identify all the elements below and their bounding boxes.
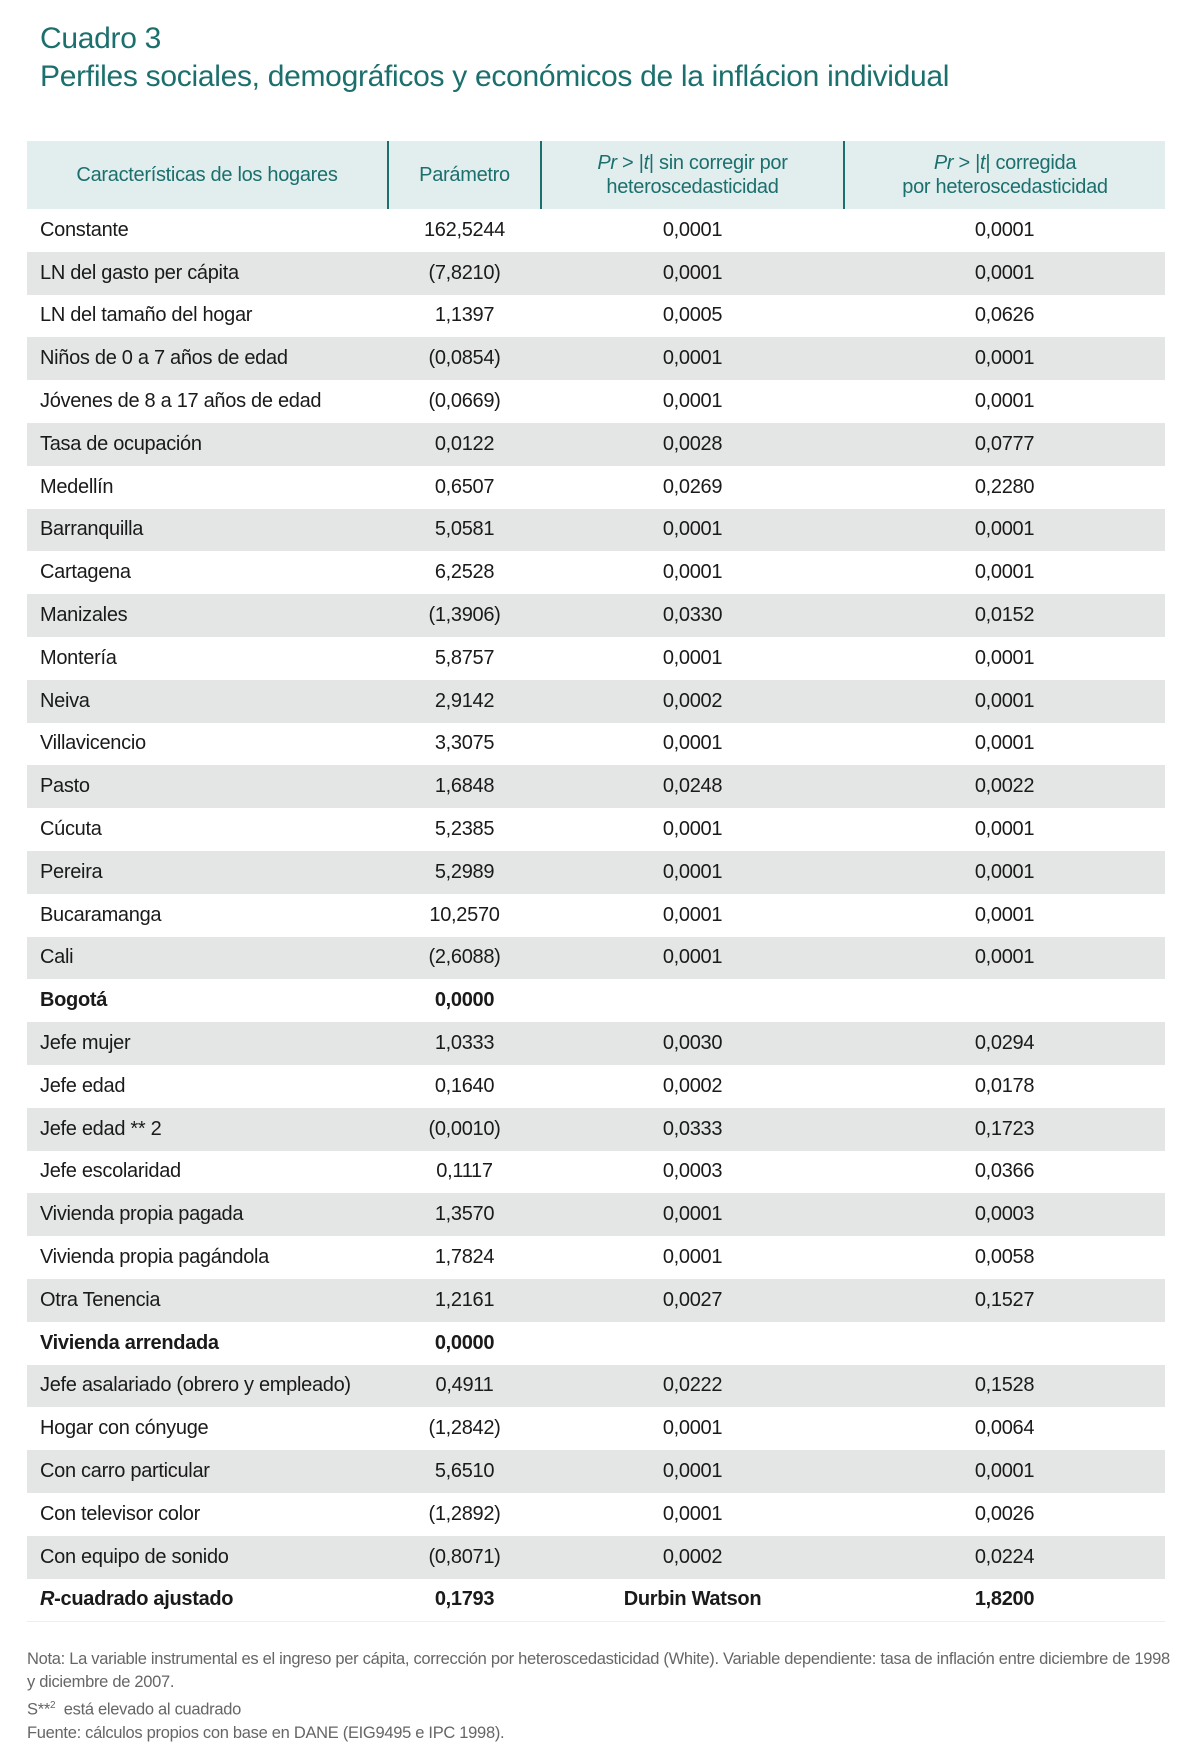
header-pr: Pr — [933, 152, 954, 174]
row-parameter: 1,6848 — [388, 765, 541, 808]
row-label: Jefe asalariado (obrero y empleado) — [27, 1365, 388, 1408]
row-label: Barranquilla — [27, 509, 388, 552]
row-label: Cali — [27, 937, 388, 980]
row-parameter: 5,2385 — [434, 818, 495, 841]
row-pr-uncorrected: 0,0001 — [662, 390, 723, 413]
header-parameter: Parámetro — [388, 141, 541, 209]
note-squared — [27, 1694, 1177, 1722]
row-label: Niños de 0 a 7 años de edad — [27, 337, 388, 380]
row-parameter: 0,1640 — [434, 1074, 495, 1097]
row-label: Neiva — [27, 680, 388, 723]
row-pr-uncorrected: 0,0030 — [541, 1022, 844, 1065]
row-label: LN del gasto per cápita — [27, 252, 388, 295]
row-label: Con televisor color — [40, 1502, 200, 1525]
row-pr-corrected: 0,0001 — [844, 252, 1165, 295]
row-parameter: (0,8071) — [388, 1536, 541, 1579]
row-parameter: 0,6507 — [434, 475, 495, 498]
table-row — [27, 551, 1165, 594]
table-row — [27, 1407, 1165, 1450]
row-pr-uncorrected: 0,0001 — [541, 509, 844, 552]
row-parameter: 5,2989 — [388, 851, 541, 894]
row-label: Vivienda propia pagada — [27, 1193, 388, 1236]
table-row — [27, 979, 1165, 1022]
row-parameter: 0,1117 — [436, 1160, 493, 1183]
row-pr-uncorrected: 0,0002 — [541, 1536, 844, 1579]
row-parameter: 1,7824 — [434, 1246, 495, 1269]
table-row — [27, 380, 1165, 423]
table-row — [27, 1365, 1165, 1408]
row-pr-uncorrected: 0,0001 — [662, 818, 723, 841]
row-pr-corrected: 0,0001 — [844, 1450, 1165, 1493]
table-row — [27, 1493, 1165, 1536]
row-parameter: 3,3075 — [434, 732, 495, 755]
row-label: Vivienda arrendada — [40, 1331, 219, 1354]
row-label: Jefe edad ** 2 — [27, 1108, 388, 1151]
row-pr-uncorrected: 0,0330 — [541, 594, 844, 637]
table-row — [27, 1193, 1165, 1236]
row-pr-uncorrected — [541, 979, 844, 1022]
r-squared-label — [27, 1579, 388, 1622]
row-pr-uncorrected: 0,0005 — [662, 304, 723, 327]
row-label: Pereira — [27, 851, 388, 894]
row-parameter: (2,6088) — [388, 937, 541, 980]
durbin-watson-value: 1,8200 — [844, 1579, 1165, 1622]
row-pr-uncorrected: 0,0001 — [662, 218, 723, 241]
row-pr-corrected: 0,0001 — [844, 509, 1165, 552]
row-pr-corrected: 0,0064 — [974, 1417, 1035, 1440]
row-pr-corrected: 0,0001 — [844, 937, 1165, 980]
row-label: Con carro particular — [27, 1450, 388, 1493]
row-pr-uncorrected: 0,0001 — [541, 337, 844, 380]
table-row — [27, 808, 1165, 851]
table-row — [27, 1450, 1165, 1493]
row-label: Pasto — [27, 765, 388, 808]
row-pr-uncorrected: 0,0001 — [541, 937, 844, 980]
table-header-row — [27, 141, 1165, 209]
table-row — [27, 637, 1165, 680]
row-pr-corrected: 0,0152 — [844, 594, 1165, 637]
header-text: > | — [953, 152, 981, 174]
row-pr-corrected: 0,0001 — [974, 218, 1035, 241]
header-pr-uncorrected — [541, 141, 844, 209]
row-label: Jóvenes de 8 a 17 años de edad — [40, 390, 322, 413]
row-pr-corrected: 0,0001 — [974, 732, 1035, 755]
row-pr-uncorrected — [541, 1322, 844, 1365]
header-text: por heteroscedasticidad — [902, 176, 1108, 198]
row-parameter: 0,4911 — [388, 1365, 541, 1408]
row-pr-corrected: 0,0001 — [844, 337, 1165, 380]
row-pr-corrected: 0,1527 — [844, 1279, 1165, 1322]
table-row — [27, 337, 1165, 380]
row-pr-corrected: 0,0058 — [974, 1246, 1035, 1269]
table-row — [27, 1151, 1165, 1194]
table-row — [27, 765, 1165, 808]
row-parameter: 1,1397 — [434, 304, 495, 327]
row-pr-corrected: 0,0001 — [844, 680, 1165, 723]
row-pr-corrected: 0,0178 — [974, 1074, 1035, 1097]
row-label: Medellín — [40, 475, 114, 498]
table-row — [27, 295, 1165, 338]
row-pr-corrected: 0,0001 — [974, 818, 1035, 841]
row-pr-uncorrected: 0,0001 — [541, 1450, 844, 1493]
row-parameter: (0,0669) — [428, 390, 501, 413]
table-row — [27, 466, 1165, 509]
row-parameter: 5,8757 — [434, 646, 495, 669]
note-text: Nota: La variable instrumental es el ingreso per cápita, corrección por heteroscedasticidad (White). Variable dependiente: tasa de inflación entre diciembre de 1998 y diciembre de 2007. — [27, 1650, 1170, 1691]
row-label: Jefe escolaridad — [40, 1160, 181, 1183]
table-row — [27, 851, 1165, 894]
header-pr-corrected — [844, 141, 1165, 209]
row-parameter: 1,3570 — [388, 1193, 541, 1236]
row-pr-corrected: 0,0626 — [974, 304, 1035, 327]
row-pr-corrected: 0,0294 — [844, 1022, 1165, 1065]
row-pr-corrected — [844, 1322, 1165, 1365]
row-parameter: 1,0333 — [388, 1022, 541, 1065]
header-text: > | — [616, 152, 644, 174]
row-pr-uncorrected: 0,0001 — [541, 851, 844, 894]
row-pr-uncorrected: 0,0028 — [541, 423, 844, 466]
table-row — [27, 209, 1165, 252]
table-row — [27, 1236, 1165, 1279]
row-label: Cúcuta — [40, 818, 102, 841]
row-pr-corrected: 0,0366 — [974, 1160, 1035, 1183]
row-label: Bogotá — [40, 989, 108, 1012]
row-pr-uncorrected: 0,0001 — [662, 732, 723, 755]
row-parameter: 5,6510 — [388, 1450, 541, 1493]
row-pr-corrected: 0,2280 — [974, 475, 1035, 498]
row-parameter: (1,2842) — [428, 1417, 501, 1440]
table-row — [27, 1536, 1165, 1579]
note-s-text: está elevado al cuadrado — [55, 1700, 241, 1719]
row-pr-corrected: 0,0001 — [974, 390, 1035, 413]
table-title: Perfiles sociales, demográficos y económicos de la inflácion individual — [40, 60, 950, 93]
table-row — [27, 594, 1165, 637]
row-pr-corrected: 0,0022 — [844, 765, 1165, 808]
row-parameter: (1,2892) — [428, 1502, 501, 1525]
row-label: Manizales — [27, 594, 388, 637]
row-label: Jefe mujer — [27, 1022, 388, 1065]
row-label: Cartagena — [40, 561, 131, 584]
table-row — [27, 723, 1165, 766]
row-pr-corrected: 0,0224 — [844, 1536, 1165, 1579]
regression-table — [27, 141, 1165, 1622]
row-parameter: (0,0010) — [388, 1108, 541, 1151]
table-row — [27, 1279, 1165, 1322]
row-pr-corrected: 0,0001 — [974, 903, 1035, 926]
row-pr-uncorrected: 0,0001 — [662, 646, 723, 669]
row-pr-uncorrected: 0,0001 — [541, 252, 844, 295]
source-text: Fuente: cálculos propios con base en DANE (EIG9495 e IPC 1998). — [27, 1723, 505, 1742]
header-text: | sin corregir por — [648, 152, 788, 174]
row-pr-uncorrected: 0,0027 — [541, 1279, 844, 1322]
row-label: Otra Tenencia — [27, 1279, 388, 1322]
row-label: Tasa de ocupación — [27, 423, 388, 466]
header-pr: Pr — [597, 152, 617, 174]
row-label: Bucaramanga — [40, 903, 162, 926]
row-pr-uncorrected: 0,0001 — [662, 903, 723, 926]
table-row — [27, 1022, 1165, 1065]
row-pr-uncorrected: 0,0001 — [541, 1193, 844, 1236]
row-pr-corrected: 0,1528 — [844, 1365, 1165, 1408]
row-parameter: (1,3906) — [388, 594, 541, 637]
row-parameter: 162,5244 — [423, 218, 506, 241]
header-characteristics: Características de los hogares — [27, 141, 388, 209]
row-parameter: 2,9142 — [388, 680, 541, 723]
row-parameter: 5,0581 — [388, 509, 541, 552]
row-parameter: 1,2161 — [388, 1279, 541, 1322]
row-parameter: 0,0122 — [388, 423, 541, 466]
r-squared-value: 0,1793 — [388, 1579, 541, 1622]
row-pr-corrected — [844, 979, 1165, 1022]
row-pr-uncorrected: 0,0001 — [662, 1246, 723, 1269]
row-label: Jefe edad — [40, 1074, 126, 1097]
row-parameter: 0,0000 — [434, 1331, 495, 1354]
durbin-watson-label: Durbin Watson — [541, 1579, 844, 1622]
table-row — [27, 1065, 1165, 1108]
table-row — [27, 937, 1165, 980]
r-italic: R — [40, 1588, 55, 1611]
row-pr-uncorrected: 0,0269 — [662, 475, 723, 498]
row-label: Con equipo de sonido — [27, 1536, 388, 1579]
note-s: S** — [27, 1700, 50, 1719]
row-label: Hogar con cónyuge — [40, 1417, 209, 1440]
table-row — [27, 1108, 1165, 1151]
header-text: heteroscedasticidad — [606, 176, 779, 198]
row-parameter: 6,2528 — [434, 561, 495, 584]
row-pr-corrected: 0,0026 — [974, 1502, 1035, 1525]
header-t: t — [980, 152, 986, 174]
summary-row — [27, 1579, 1165, 1622]
table-row — [27, 1322, 1165, 1365]
row-pr-corrected: 0,1723 — [844, 1108, 1165, 1151]
row-pr-corrected: 0,0777 — [844, 423, 1165, 466]
row-label: Vivienda propia pagándola — [40, 1246, 269, 1269]
row-label: Montería — [40, 646, 117, 669]
row-pr-uncorrected: 0,0001 — [662, 1417, 723, 1440]
table-number: Cuadro 3 — [40, 22, 162, 55]
row-pr-uncorrected: 0,0002 — [662, 1074, 723, 1097]
row-pr-uncorrected: 0,0003 — [662, 1160, 723, 1183]
table-notes — [27, 1648, 1177, 1745]
table-row — [27, 894, 1165, 937]
row-pr-corrected: 0,0003 — [844, 1193, 1165, 1236]
row-parameter: (7,8210) — [388, 252, 541, 295]
row-parameter: 0,0000 — [434, 989, 495, 1012]
table-row — [27, 680, 1165, 723]
row-pr-corrected: 0,0001 — [974, 561, 1035, 584]
row-label: LN del tamaño del hogar — [40, 304, 253, 327]
row-pr-uncorrected: 0,0333 — [541, 1108, 844, 1151]
row-label: Constante — [40, 218, 129, 241]
row-parameter: (0,0854) — [388, 337, 541, 380]
row-parameter: 10,2570 — [429, 903, 500, 926]
table-row — [27, 509, 1165, 552]
table-row — [27, 423, 1165, 466]
row-pr-uncorrected: 0,0001 — [662, 561, 723, 584]
row-pr-uncorrected: 0,0248 — [541, 765, 844, 808]
note-sup: 2 — [49, 1700, 56, 1711]
row-pr-uncorrected: 0,0002 — [541, 680, 844, 723]
header-t: t — [643, 152, 649, 174]
row-pr-uncorrected: 0,0222 — [541, 1365, 844, 1408]
r-label-text: -cuadrado ajustado — [54, 1588, 234, 1611]
table-row — [27, 252, 1165, 295]
header-text: | corregida — [985, 152, 1077, 174]
row-pr-corrected: 0,0001 — [974, 646, 1035, 669]
row-pr-corrected: 0,0001 — [844, 851, 1165, 894]
row-pr-uncorrected: 0,0001 — [662, 1502, 723, 1525]
row-label: Villavicencio — [40, 732, 146, 755]
